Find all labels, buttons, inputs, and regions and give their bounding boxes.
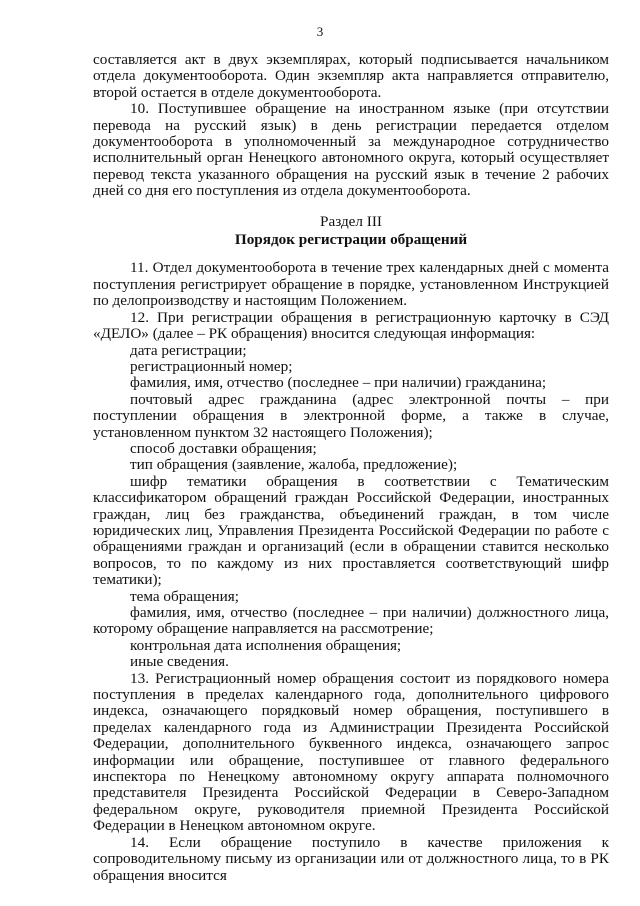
paragraph: составляется акт в двух экземплярах, который подписывается начальником отдела документооборота. Один экземпляр акта направляется отправителю, второй остается в отделе документооборота. — [93, 51, 609, 101]
section-title: Порядок регистрации обращений — [234, 231, 468, 249]
paragraph: почтовый адрес гражданина (адрес электронной почты – при поступлении обращения в электронной форме, а также в случае, установленном пунктом 32 настоящего Положения); — [93, 390, 609, 441]
paragraph: дата регистрации; — [130, 341, 247, 359]
paragraphs-after — [93, 260, 609, 883]
section-label: Раздел III — [320, 212, 382, 230]
paragraph: тип обращения (заявление, жалоба, предложение); — [130, 456, 458, 474]
paragraph: регистрационный номер; — [130, 357, 293, 375]
paragraph: шифр тематики обращения в соответствии с Тематическим классификатором обращений граждан Российской Федерации, иностранных граждан, лиц без гражданства, объединений граждан, в том числе юридических лиц, Управления Президента Российской Федерации по работе с обращениями граждан и организаций (если в обращении ставится несколько вопросов, то по каждому из них проставляется соответствующий шифр тематики); — [93, 472, 609, 589]
page-number: 3 — [316, 24, 324, 39]
page-content — [93, 52, 609, 884]
paragraph: иные сведения. — [130, 653, 229, 671]
paragraph: 13. Регистрационный номер обращения состоит из порядкового номера поступления в пределах календарного года, дополнительного цифрового индекса, означающего порядковый номер обращения, поступившего в пределах календарного года из Администрации Президента Российской Федерации, дополнительного буквенного индекса, означающего запрос информации или обращение, поступившее от главного федерального инспектора по Ненецкому автономному округу аппарата полномочного представителя Президента Российской Федерации в Северо-Западном федеральном округе, руководителя приемной Президента Российской Федерации в Ненецком автономном округе. — [93, 669, 609, 835]
paragraph: 14. Если обращение поступило в качестве приложения к сопроводительному письму из организации или от должностного лица, то в РК обращения вносится — [93, 833, 609, 884]
paragraph: контрольная дата исполнения обращения; — [130, 636, 402, 654]
paragraph: тема обращения; — [130, 587, 239, 605]
paragraph: способ доставки обращения; — [130, 439, 317, 457]
paragraph: фамилия, имя, отчество (последнее – при наличии) должностного лица, которому обращение направляется на рассмотрение; — [93, 604, 609, 638]
paragraphs-before — [93, 52, 609, 200]
paragraph: 12. При регистрации обращения в регистрационную карточку в СЭД «ДЕЛО» (далее – РК обращения) вносится следующая информация: — [93, 308, 609, 343]
paragraph: 10. Поступившее обращение на иностранном языке (при отсутствии перевода на русский язык) в день регистрации передается отделом документооборота в уполномоченный за международное сотрудничество исполнительный орган Ненецкого автономного округа, который осуществляет перевод текста указанного обращения на русский язык в течение 2 рабочих дней со дня его поступления из отдела документооборота. — [93, 100, 609, 200]
paragraph: 11. Отдел документооборота в течение трех календарных дней с момента поступления регистрирует обращение в порядке, установленном Инструкцией по делопроизводству и настоящим Положением. — [93, 259, 609, 310]
paragraph: фамилия, имя, отчество (последнее – при наличии) гражданина; — [130, 374, 547, 392]
